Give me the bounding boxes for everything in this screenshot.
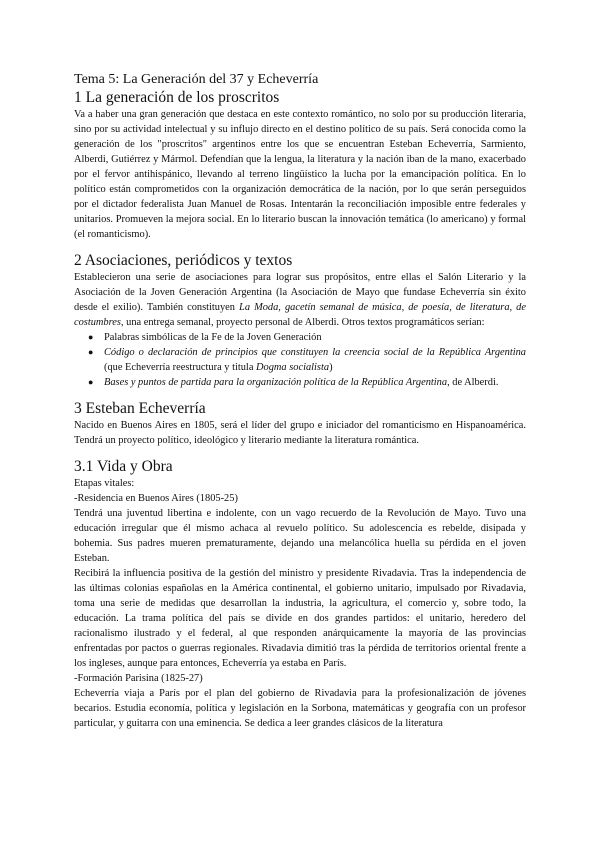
paragraph: Nacido en Buenos Aires en 1805, será el líder del grupo e iniciador del romanticismo en Hispanoamérica. Tendrá un proyecto político, ideológico y literario mediante la literatura romántica. xyxy=(74,420,526,446)
text-run: , de Alberdi. xyxy=(447,377,499,388)
bullet-list xyxy=(74,330,526,390)
bullet-icon: ● xyxy=(88,347,94,357)
section-heading: 3 Esteban Echeverría xyxy=(74,400,206,417)
text-run-italic: Dogma socialista xyxy=(256,362,330,373)
paragraph: Tendrá una juventud libertina e indolente, con un vago recuerdo de la Revolución de Mayo. Tuvo una educación irregular que él mismo achaca al revuelo político. Su adolescencia es rebelde, disipada y bohemia. Sus padres mueren prematuramente, dejando una melancólica huella su pérdida en el joven Esteban. xyxy=(74,508,526,564)
list-item xyxy=(88,375,526,390)
paragraph: Echeverría viaja a París por el plan del gobierno de Rivadavia para la profesionalización de jóvenes becarios. Estudia economía, política y legislación en la Sorbona, matemáticas y geografía con un profesor particular, y guitarra con una eminencia. Se dedica a leer grandes clásicos de la literatura xyxy=(74,688,526,729)
section-proscritos xyxy=(74,89,526,242)
section-vida-obra xyxy=(74,458,526,731)
text-run-italic: Código o declaración de principios que constituyen la creencia social de la República Argentina xyxy=(104,347,526,358)
list-item xyxy=(88,345,526,375)
text-run-italic: Bases y puntos de partida para la organización política de la República Argentina xyxy=(104,377,448,388)
text-run-italic: La Moda, gacetín semanal de música, de poesía, de literatura, de costumbres xyxy=(74,302,526,328)
text-run: ) xyxy=(329,362,333,373)
bullet-icon: ● xyxy=(88,332,94,342)
list-item xyxy=(88,330,526,345)
subheading-label: Etapas vitales: xyxy=(74,478,135,489)
section-heading: 1 La generación de los proscritos xyxy=(74,89,280,106)
text-run: (que Echeverría reestructura y titula xyxy=(104,362,257,373)
text-run: Establecieron una serie de asociaciones para lograr sus propósitos, entre ellas el Salón Literario y la Asociación de la Joven Generación Argentina (la Asociación de Mayo que fundase Echeverría sin éxito desde el exilio). También constituyen xyxy=(74,272,526,313)
section-echeverria xyxy=(74,400,526,448)
bullet-icon: ● xyxy=(88,377,94,387)
text-run: , una entrega semanal, proyecto personal de Alberdi. Otros textos programáticos serían: xyxy=(120,317,485,328)
page-title: Tema 5: La Generación del 37 y Echeverría xyxy=(74,72,319,87)
paragraph: Va a haber una gran generación que destaca en este contexto romántico, no solo por su producción literaria, sino por su actividad intelectual y su influjo directo en el destino político de su país. Será conocida como la generación de los "proscritos" argentinos entre los que se encuentran Esteban Echeverría, Sarmiento, Alberdi, Gutiérrez y Mármol. Defendían que la lengua, la literatura y la nación iban de la mano, exacerbado por el fervor antihispánico, llevando al terreno lingüístico la lucha por la emancipación política. En lo político están comprometidos con la organización democrática de la nación, por lo que serán perseguidos por el dictador federalista Juan Manuel de Rosas. Intentarán la reconciliación imposible entre federales y unitarios. Promueven la mejora social. En lo literario buscan la innovación temática (lo americano) y formal (el romanticismo). xyxy=(74,109,526,240)
paragraph: Recibirá la influencia positiva de la gestión del ministro y presidente Rivadavia. Tras la independencia de las últimas colonias españolas en la América continental, el gobierno unitario, impulsado por Rivadavia, toma una serie de medidas que desarrollan la industria, la agricultura, el comercio y, sobre todo, la educación. La trama política del país se divide en dos grandes partidos: el unitario, heredero del racionalismo ilustrado y el federal, al que responden anárquicamente la mayoría de las provincias enfrentadas por pactos o guerras regionales. Rivadavia dimitió tras la pérdida de territorios oriental frente a los ingleses, aunque para entonces, Echeverría ya estaba en París. xyxy=(74,568,526,669)
paragraph xyxy=(74,270,526,330)
subheading-label: -Formación Parisina (1825-27) xyxy=(74,673,203,684)
section-asociaciones xyxy=(74,252,526,390)
section-heading: 2 Asociaciones, periódicos y textos xyxy=(74,252,293,269)
text-run: Palabras simbólicas de la Fe de la Joven Generación xyxy=(104,332,322,343)
subheading-label: -Residencia en Buenos Aires (1805-25) xyxy=(74,493,238,504)
section-heading: 3.1 Vida y Obra xyxy=(74,458,173,475)
